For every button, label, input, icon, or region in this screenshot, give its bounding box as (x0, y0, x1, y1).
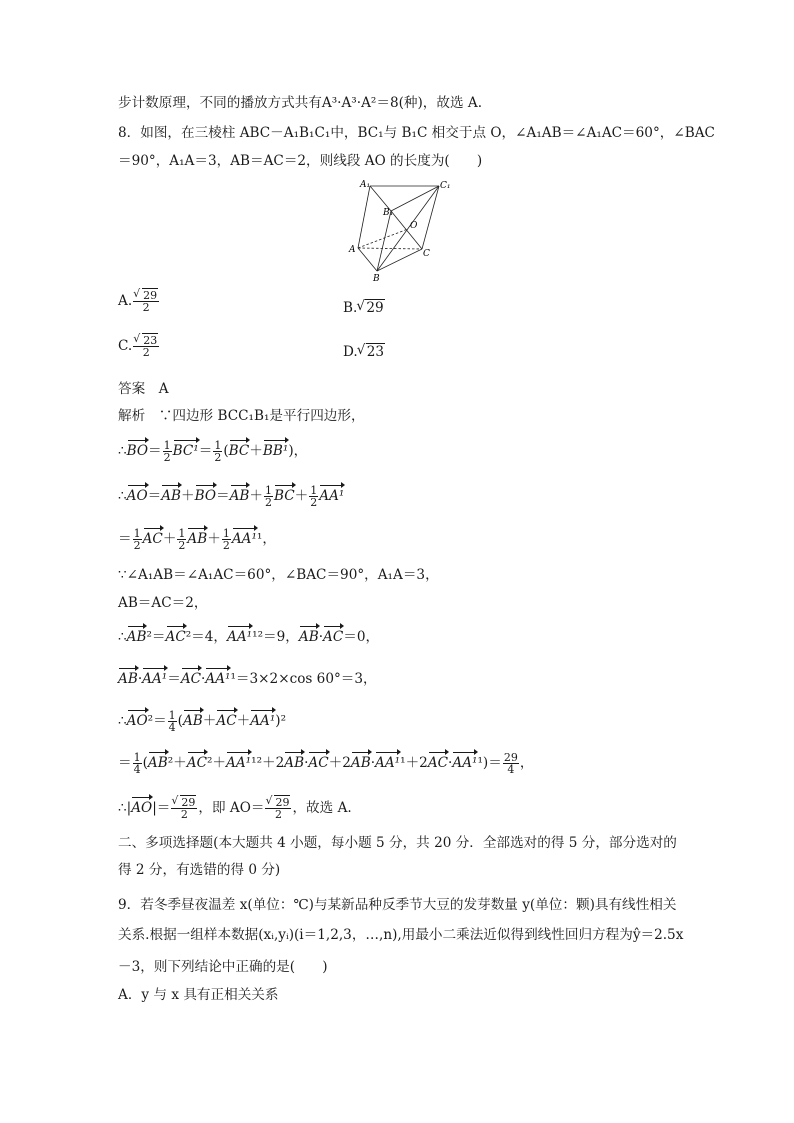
sym: · (448, 755, 453, 771)
sym: ＋ (236, 713, 251, 729)
option-a-denominator: 2 (142, 301, 150, 314)
den: 2 (214, 451, 222, 464)
solution-line-1: 解析 ∵四边形 BCC₁B₁是平行四边形， (118, 408, 365, 424)
fraction-half (309, 485, 318, 508)
sym: ＝ (147, 488, 162, 504)
option-b-radicand: 29 (366, 300, 384, 316)
option-a-fraction (133, 290, 159, 313)
fraction-half (177, 528, 186, 551)
solution-line-7: AB＝AC＝2， (118, 595, 208, 611)
vector-ab: AB (350, 755, 371, 771)
vector-ab: AB (298, 629, 319, 645)
vector-ac: AC (216, 713, 237, 729)
edge-aa1 (358, 186, 370, 248)
den: 4 (133, 763, 141, 776)
den: 2 (133, 539, 141, 552)
text-line-1: 步计数原理，不同的播放方式共有A³·A³·A²＝8(种)，故选 A. (118, 95, 483, 111)
vector-ab: AB (118, 671, 138, 687)
sym: · (201, 671, 206, 687)
question-9-line-2: 关系.根据一组样本数据(xᵢ,yᵢ)(i＝1,2,3，…,n),用最小二乘法近似得到线性回归方程为ŷ＝2.5x (118, 927, 684, 943)
vector-aa1: AA¹ (452, 755, 478, 771)
edge-ac-hidden (358, 248, 422, 249)
edge-b1c1 (391, 186, 439, 211)
sym: ， (519, 755, 534, 771)
label-b: B (373, 274, 380, 284)
option-a (118, 290, 160, 313)
vector-ac: AC (427, 755, 449, 771)
section-2-heading-line-2: 得 2 分，有选错的得 0 分) (118, 862, 281, 878)
solution-line-9 (118, 670, 377, 688)
section-2-heading-line-1: 二、多项选择题(本大题共 4 小题，每小题 5 分，共 20 分．全部选对的得 5 分，部分选对的 (118, 835, 677, 851)
fraction-half (163, 440, 172, 463)
sym: ＝ (118, 531, 132, 547)
vector-aa1: AA¹ (205, 671, 231, 687)
sym: ²＝ (146, 629, 166, 645)
fraction-half (264, 485, 273, 508)
label-a1: A₁ (360, 180, 371, 190)
den: 2 (178, 539, 186, 552)
sym: ＝ (198, 443, 213, 459)
sym: )， (288, 443, 308, 459)
option-b-label: B. (343, 300, 358, 316)
vector-aa1: AA¹ (227, 629, 253, 645)
sym: ＋ (207, 531, 221, 547)
vector-aa1: AA¹ (142, 671, 168, 687)
vector-bo: BO (126, 443, 149, 459)
solution-line-12 (118, 797, 352, 820)
edge-ab (358, 248, 377, 271)
num: 1 (222, 527, 230, 540)
num: 1 (310, 484, 318, 497)
vector-ab: AB (284, 755, 305, 771)
den: 4 (168, 721, 176, 734)
vector-ac: AC (180, 671, 202, 687)
sym: ( (142, 755, 148, 771)
sym: ²＝ (147, 713, 167, 729)
edge-cc1 (422, 186, 439, 249)
question-9-line-3: －3，则下列结论中正确的是( ) (118, 959, 328, 975)
fraction-half (133, 528, 142, 551)
sym: ²＝4， (185, 629, 228, 645)
prism-figure (346, 176, 456, 286)
vector-aa1: AA¹ (231, 531, 257, 547)
sym: ²＋ (167, 755, 187, 771)
num: 29 (503, 751, 518, 764)
solution-line-4 (118, 528, 276, 551)
vector-ac: AC (165, 629, 186, 645)
label-c1: C₁ (440, 181, 451, 191)
vector-ab: AB (126, 629, 147, 645)
den: 2 (265, 496, 273, 509)
solution-line-3 (118, 485, 344, 508)
sym: |＝ (152, 800, 171, 816)
vector-ab: AB (161, 488, 182, 504)
sym: )² (275, 713, 287, 729)
sym: ，即 AO＝ (198, 800, 265, 816)
option-b (343, 300, 385, 316)
vector-aa1: AA¹ (226, 755, 252, 771)
fraction-sqrt29-half (265, 797, 291, 820)
option-a-radicand: 29 (143, 289, 158, 302)
vector-ab: AB (187, 531, 208, 547)
sym: ＝ (118, 755, 132, 771)
vector-ab: AB (182, 713, 203, 729)
vector-bo: BO (194, 488, 217, 504)
vector-ac: AC (142, 531, 163, 547)
sym: · (137, 671, 143, 687)
sym: ，故选 A. (292, 800, 352, 816)
sym: · (304, 755, 309, 771)
num: 1 (163, 439, 171, 452)
fraction-sqrt29-half (171, 797, 197, 820)
num: 1 (168, 709, 176, 722)
option-c-fraction (133, 335, 159, 358)
option-c-radicand: 23 (143, 334, 158, 347)
solution-line-8 (118, 628, 379, 646)
label-c: C (423, 249, 430, 259)
den: 4 (507, 763, 515, 776)
sym: ＝ (148, 443, 162, 459)
vector-aa1: AA¹ (250, 713, 276, 729)
vector-ao: AO (126, 713, 148, 729)
sym: ∴| (118, 800, 132, 816)
sym: ＝ (216, 488, 230, 504)
vector-ab: AB (147, 755, 168, 771)
solution-line-6: ∵∠A₁AB＝∠A₁AC＝60°，∠BAC＝90°，A₁A＝3， (118, 567, 439, 583)
solution-line-10: ∴AO²＝ $\frac{1}{4}$ (AB＋AC＋AA¹)² (118, 709, 287, 734)
radicand: 29 (181, 796, 196, 809)
sym: ∴ (118, 713, 127, 729)
label-b1: B₁ (383, 208, 394, 218)
question-9-line-1: 9．若冬季昼夜温差 x(单位：℃)与某新品种反季节大豆的发芽数量 y(单位：颗)具有线性相关 (118, 897, 677, 913)
num: 1 (178, 527, 186, 540)
num: 1 (133, 527, 141, 540)
fraction-quarter (133, 752, 142, 775)
sym: ∴ (118, 443, 127, 459)
sym: ∴ (118, 488, 127, 504)
question-8-line-2: ＝90°，A₁A＝3，AB＝AC＝2，则线段 AO 的长度为( ) (118, 153, 483, 169)
edge-bc (377, 249, 422, 271)
option-c-label: C. (118, 338, 133, 354)
num: 1 (265, 484, 273, 497)
sym: ＋ (202, 713, 217, 729)
sym: ＝0， (343, 629, 380, 645)
den: 2 (310, 496, 318, 509)
sym: ＋2 (328, 755, 351, 771)
den: 2 (222, 539, 230, 552)
fraction-quarter (168, 710, 177, 733)
vector-ac: AC (308, 755, 329, 771)
sym: ¹)＝ (477, 755, 502, 771)
sym: ¹， (256, 531, 276, 547)
fraction-result (503, 752, 519, 775)
sym: ¹²＝9， (252, 629, 299, 645)
sym: ∴ (118, 629, 127, 645)
label-a: A (349, 245, 356, 255)
sym: ¹²＋2 (251, 755, 285, 771)
num: 1 (133, 751, 141, 764)
sym: ＋ (294, 488, 309, 504)
sym: ²＋ (206, 755, 227, 771)
vector-bc: BC (274, 488, 295, 504)
sym: ¹＝3×2×cos 60°＝3， (230, 671, 377, 687)
den: 2 (180, 808, 188, 821)
vector-ab: AB (229, 488, 250, 504)
den: 2 (274, 808, 282, 821)
solution-line-2: ∴BO＝ $\frac{1}{2}$ BC¹＝ $\frac{1}{2}$ (BC＋BB¹)， (118, 439, 308, 464)
sym: ＝ (167, 671, 181, 687)
vector-ac: AC (323, 629, 344, 645)
sym: · (370, 755, 376, 771)
fraction-half (222, 528, 231, 551)
vector-bb1: BB¹ (262, 443, 289, 459)
sym: ＋ (249, 443, 263, 459)
vector-bc1: BC¹ (172, 443, 199, 459)
vector-aa1: AA¹ (375, 755, 401, 771)
sym: · (318, 629, 324, 645)
sym: ＋ (162, 531, 177, 547)
num: 1 (214, 439, 222, 452)
vector-ac: AC (186, 755, 207, 771)
option-d-radicand: 23 (366, 344, 385, 360)
vector-ao: AO (126, 488, 148, 504)
sym: ¹＋2 (400, 755, 428, 771)
option-c-denominator: 2 (142, 346, 150, 359)
vector-ao: AO (131, 800, 153, 816)
answer-line: 答案 A (118, 381, 169, 397)
sym: ＋ (249, 488, 264, 504)
sym: ＋ (181, 488, 195, 504)
question-9-option-a: A．y 与 x 具有正相关关系 (118, 987, 279, 1003)
label-o: O (410, 221, 418, 231)
vector-aa1: AA¹ (319, 488, 345, 504)
vector-bc: BC (228, 443, 250, 459)
radicand: 29 (275, 796, 290, 809)
option-d-label: D. (343, 344, 358, 360)
den: 2 (163, 451, 171, 464)
fraction-half (213, 440, 222, 463)
option-d (343, 344, 385, 360)
option-a-label: A. (118, 293, 133, 309)
question-8-line-1: 8．如图，在三棱柱 ABC－A₁B₁C₁中，BC₁与 B₁C 相交于点 O，∠A₁AB＝∠A₁AC＝60°，∠BAC (118, 125, 715, 141)
solution-line-11 (118, 752, 533, 775)
option-c (118, 335, 160, 358)
